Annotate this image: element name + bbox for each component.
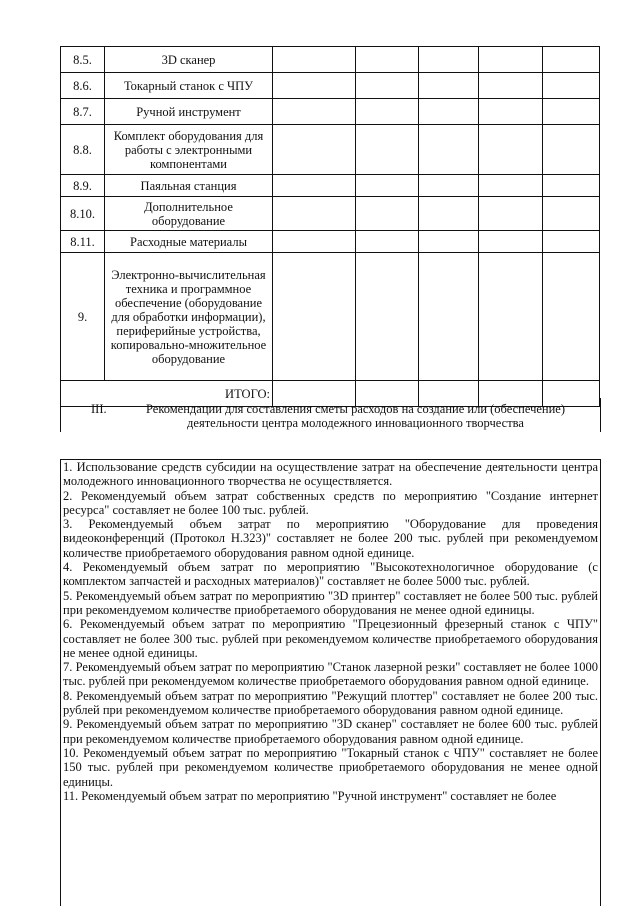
empty-cell (543, 47, 600, 73)
empty-cell (479, 175, 543, 197)
total-label: ИТОГО: (61, 381, 273, 407)
recommendation-item: 11. Рекомендуемый объем затрат по мероприятию "Ручной инструмент" составляет не более (63, 788, 557, 803)
row-number: 8.7. (61, 99, 105, 125)
row-name: Паяльная станция (105, 175, 273, 197)
empty-cell (543, 231, 600, 253)
row-number: 8.10. (61, 197, 105, 231)
empty-cell (479, 47, 543, 73)
recommendation-item: 9. Рекомендуемый объем затрат по мероприятию "3D сканер" составляет не более 600 тыс. рублей при рекомендуемом количестве приобретаемого оборудования равном одной единице. (63, 717, 598, 746)
recommendation-item: 3. Рекомендуемый объем затрат по мероприятию "Оборудование для проведения видеоконференций (Протокол Н.323)" составляет не более 200 тыс. рублей при рекомендуемом количестве приобретаемого оборудования равном одной единице. (63, 517, 598, 560)
empty-cell (419, 197, 479, 231)
empty-cell (356, 175, 419, 197)
empty-cell (419, 231, 479, 253)
table-row (61, 175, 600, 197)
recommendation-item: 10. Рекомендуемый объем затрат по мероприятию "Токарный станок с ЧПУ" составляет не более 150 тыс. рублей при рекомендуемом количестве приобретаемого оборудования не менее одной единицы. (63, 745, 598, 789)
row-number: 8.5. (61, 47, 105, 73)
recommendation-item: 2. Рекомендуемый объем затрат собственных средств по мероприятию "Создание интернет ресурса" составляет не более 100 тыс. рублей. (63, 488, 598, 517)
recommendation-item: 1. Использование средств субсидии на осуществление затрат на обеспечение деятельности центра молодежного инновационного творчества не осуществляется. (63, 460, 598, 489)
table-row (61, 99, 600, 125)
row-name: Токарный станок с ЧПУ (105, 73, 273, 99)
table-row (61, 253, 600, 381)
table-row (61, 231, 600, 253)
empty-cell (419, 73, 479, 99)
table-row (61, 197, 600, 231)
empty-cell (273, 73, 356, 99)
empty-cell (479, 73, 543, 99)
row-number: 8.11. (61, 231, 105, 253)
recommendation-item: 4. Рекомендуемый объем затрат по мероприятию "Высокотехнологичное оборудование (с комплектом запчастей и расходных материалов)" составляет не более 5000 тыс. рублей. (63, 560, 598, 589)
table-row (61, 47, 600, 73)
empty-cell (479, 99, 543, 125)
empty-cell (419, 47, 479, 73)
empty-cell (273, 99, 356, 125)
row-number: 9. (61, 253, 105, 381)
empty-cell (419, 253, 479, 381)
row-name: Электронно-вычислительная техника и программное обеспечение (оборудование для обработки информации), периферийные устройства, копировально-множительное оборудование (105, 253, 273, 381)
empty-cell (543, 73, 600, 99)
row-number: 8.9. (61, 175, 105, 197)
empty-cell (479, 125, 543, 175)
row-name: Комплект оборудования для работы с электронными компонентами (105, 125, 273, 175)
empty-cell (273, 231, 356, 253)
empty-cell (356, 99, 419, 125)
recommendation-item: 6. Рекомендуемый объем затрат по мероприятию "Прецезионный фрезерный станок с ЧПУ" составляет не более 300 тыс. рублей при рекомендуемом количестве приобретаемого оборудования не менее одной единицы. (63, 617, 598, 660)
section-title: Рекомендации для составления сметы расходов на создание или (обеспечение) деятельности центра молодежного инновационного творчества (145, 402, 566, 430)
equipment-table (60, 46, 600, 407)
row-number: 8.6. (61, 73, 105, 99)
empty-cell (273, 125, 356, 175)
row-number: 8.8. (61, 125, 105, 175)
empty-cell (543, 125, 600, 175)
empty-cell (356, 231, 419, 253)
row-name: Ручной инструмент (105, 99, 273, 125)
section-number: III. (91, 402, 107, 416)
empty-cell (356, 47, 419, 73)
empty-cell (479, 253, 543, 381)
empty-cell (479, 231, 543, 253)
section-heading (60, 398, 601, 432)
recommendation-item: 7. Рекомендуемый объем затрат по мероприятию "Станок лазерной резки" составляет не более 1000 тыс. рублей при рекомендуемом количестве приобретаемого оборудования равном одной единице. (63, 660, 598, 689)
row-name: 3D сканер (105, 47, 273, 73)
empty-cell (419, 99, 479, 125)
row-name: Дополнительное оборудование (105, 197, 273, 231)
row-name: Расходные материалы (105, 231, 273, 253)
empty-cell (273, 175, 356, 197)
recommendation-item: 5. Рекомендуемый объем затрат по мероприятию "3D принтер" составляет не более 500 тыс. рублей при рекомендуемом количестве приобретаемого оборудования не менее одной единицы. (63, 588, 598, 617)
empty-cell (419, 175, 479, 197)
table-row (61, 73, 600, 99)
empty-cell (273, 197, 356, 231)
empty-cell (273, 47, 356, 73)
table-row (61, 125, 600, 175)
empty-cell (543, 253, 600, 381)
empty-cell (356, 197, 419, 231)
empty-cell (479, 197, 543, 231)
recommendation-item: 8. Рекомендуемый объем затрат по мероприятию "Режущий плоттер" составляет не более 200 тыс. рублей при рекомендуемом количестве приобретаемого оборудования равном одной единице. (63, 688, 598, 718)
empty-cell (356, 73, 419, 99)
empty-cell (273, 253, 356, 381)
empty-cell (419, 125, 479, 175)
empty-cell (356, 253, 419, 381)
empty-cell (356, 125, 419, 175)
empty-cell (543, 197, 600, 231)
empty-cell (543, 99, 600, 125)
recommendations-block (60, 459, 601, 906)
empty-cell (543, 175, 600, 197)
